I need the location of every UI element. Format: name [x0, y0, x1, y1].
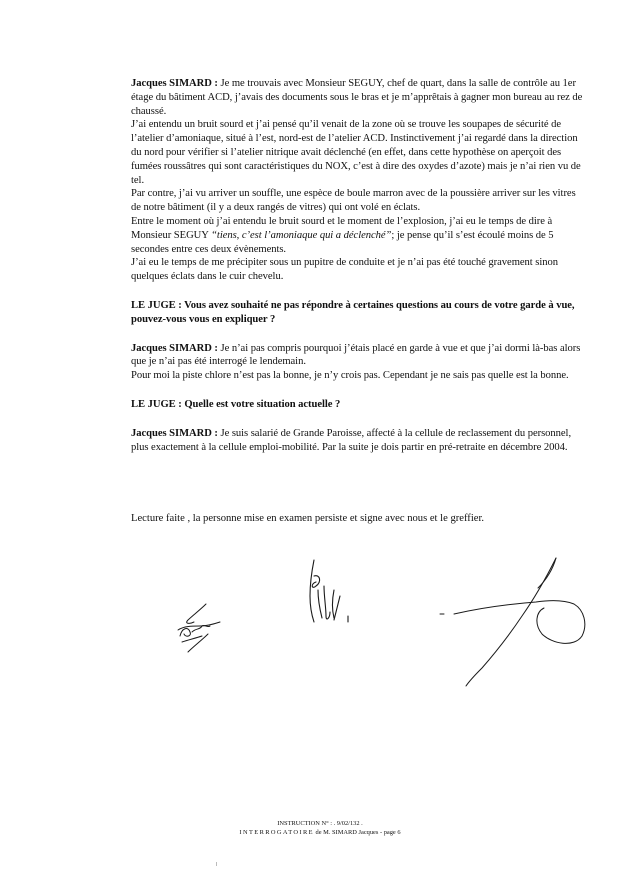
answer-text: Je suis salarié de Grande Paroisse, affecté à la cellule de reclassement du personnel, plus exactement à la cellule emploi-mobilité. Par la suite je dois partir en pré-retraite en décembre 2004.: [131, 427, 572, 453]
footer-page-reference: [200, 829, 440, 837]
footer-title: INTERROGATOIRE: [239, 829, 314, 836]
speaker-label: Jacques SIMARD :: [131, 342, 218, 354]
footer-instruction-number: INSTRUCTION N° : . 9/02/132 .: [277, 820, 363, 827]
speaker-label: Jacques SIMARD :: [131, 78, 218, 89]
signature-1: [170, 596, 230, 656]
answer-text: Je n’ai pas compris pourquoi j’étais placé en garde à vue et que j’ai dormi là-bas alors que je n’ai pas été interrogé le lendemain.: [131, 342, 581, 368]
answer-paragraph: Pour moi la piste chlore n’est pas la bonne, je n’y crois pas. Cependant je ne sais pas quelle est la bonne.: [131, 370, 569, 382]
answer-text: Je me trouvais avec Monsieur SEGUY, chef de quart, dans la salle de contrôle au 1er étage du bâtiment ACD, j’avais des documents sous le bras et je m’apprêtais à gagner mon bureau au rez de chaussé.: [131, 78, 583, 117]
answer-paragraph: [131, 342, 586, 370]
scan-speck: [216, 862, 217, 866]
signature-3: [440, 552, 590, 702]
speaker-label: Jacques SIMARD :: [131, 427, 218, 439]
deposition-text: [131, 77, 586, 454]
answer-paragraph: [131, 215, 586, 256]
quoted-speech: “tiens, c’est l’amoniaque qui a déclenché”: [211, 229, 392, 241]
answer-paragraph: [131, 427, 586, 455]
footer-detail: de M. SIMARD Jacques - page 6: [313, 829, 401, 836]
judge-question: LE JUGE : Vous avez souhaité ne pas répondre à certaines questions au cours de votre garde à vue, pouvez-vous vous en expliquer ?: [131, 299, 575, 325]
answer-paragraph: J’ai eu le temps de me précipiter sous un pupitre de conduite et je n’ai pas été touché gravement sinon quelques éclats dans le cuir chevelu.: [131, 257, 558, 283]
answer-paragraph: Par contre, j’ai vu arriver un souffle, une espèce de boule marron avec de la poussière arriver sur les vitres de notre bâtiment (il y a deux rangés de vitres) qui ont volé en éclats.: [131, 188, 576, 214]
answer-text: Entre le moment où j’ai entendu le bruit sourd et le moment de l’explosion, j’ai eu le temps de dire à Monsieur SEGUY: [131, 215, 553, 241]
answer-text: ; je pense qu’il s’est écoulé moins de 5 secondes entre ces deux évènements.: [131, 229, 554, 255]
answer-paragraph: J’ai entendu un bruit sourd et j’ai pensé qu’il venait de la zone où se trouve les soupapes de sécurité de l’atelier d’amoniaque, situé à l’est, nord-est de l’atelier ACD. Instinctivement j’ai regardé dans la direction du nord pour vérifier si l’atelier nitrique avait déclenché (en effet, dans cette hypothèse on aperçoit des fumées roussâtres qui sont caractéristiques du NOX, c’est à dire des oxydes d’azote) mais je n’ai rien vu de tel.: [131, 119, 581, 186]
signature-2: [296, 556, 356, 636]
answer-paragraph: [131, 77, 586, 118]
closing-statement: Lecture faite , la personne mise en examen persiste et signe avec nous et le greffier.: [131, 513, 485, 524]
judge-question: LE JUGE : Quelle est votre situation actuelle ?: [131, 398, 341, 410]
